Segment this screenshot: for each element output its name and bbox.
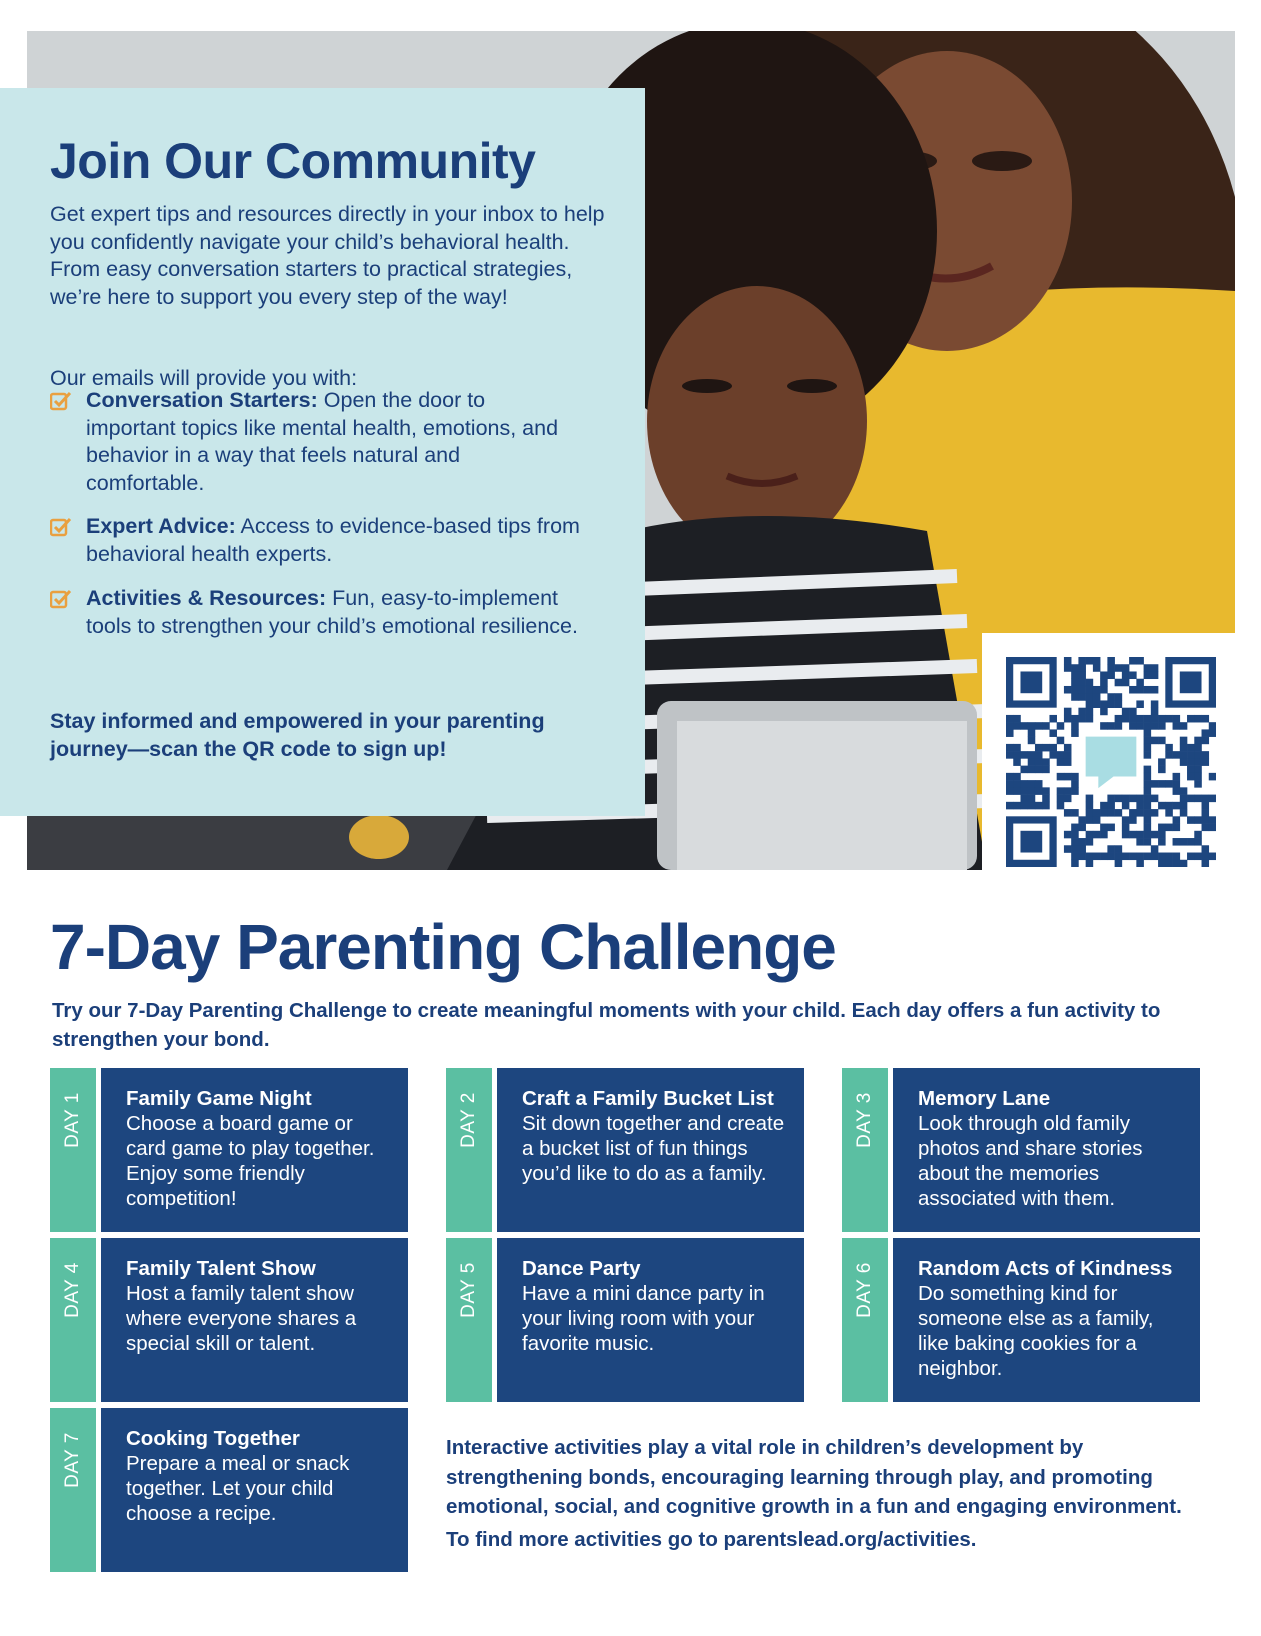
day-title: Random Acts of Kindness: [918, 1257, 1173, 1280]
day-title: Craft a Family Bucket List: [522, 1087, 774, 1110]
day-text: Sit down together and create a bucket list of fun things you’d like to do as a family.: [522, 1112, 785, 1185]
benefit-item: [50, 513, 580, 568]
day-text: Look through old family photos and share stories about the memories associated with them.: [918, 1112, 1143, 1210]
qr-code[interactable]: [1006, 657, 1216, 867]
benefit-text: Access to evidence-based tips from behavioral health experts.: [86, 514, 580, 566]
benefit-title: Expert Advice:: [86, 514, 236, 538]
day-title: Cooking Together: [126, 1427, 300, 1450]
join-title: Join Our Community: [50, 133, 536, 189]
more-prefix: To find more activities go to: [446, 1528, 724, 1551]
benefit-title: Activities & Resources:: [86, 586, 327, 610]
day-title: Family Game Night: [126, 1087, 312, 1110]
benefit-item: [50, 585, 580, 640]
qr-code-box[interactable]: [982, 633, 1236, 870]
day-text: Choose a board game or card game to play together. Enjoy some friendly competition!: [126, 1112, 375, 1210]
day-card: [842, 1068, 1200, 1232]
activities-link[interactable]: parentslead.org/activities.: [723, 1528, 977, 1551]
day-tab: [50, 1408, 96, 1572]
day-card: [50, 1068, 408, 1232]
day-card: [446, 1238, 804, 1402]
day-card: [50, 1408, 408, 1572]
day-label: DAY 7: [62, 1432, 83, 1488]
challenge-intro: Try our 7-Day Parenting Challenge to create meaningful moments with your child. Each day offers a fun activity to strengthen your bond.: [52, 999, 1161, 1051]
day-label: DAY 3: [854, 1092, 875, 1148]
day-text: Have a mini dance party in your living room with your favorite music.: [522, 1282, 765, 1355]
day-text: Host a family talent show where everyone shares a special skill or talent.: [126, 1282, 357, 1355]
benefit-text: Open the door to important topics like mental health, emotions, and behavior in a way that feels natural and comfortable.: [86, 388, 559, 495]
join-cta: Stay informed and empowered in your parenting journey—scan the QR code to sign up!: [50, 709, 545, 761]
checkbox-check-icon: [50, 387, 86, 497]
day-label: DAY 5: [458, 1262, 479, 1318]
day-tab: [842, 1238, 888, 1402]
benefit-item: [50, 387, 580, 497]
day-card: [50, 1238, 408, 1402]
chat-bubble-icon: [1086, 737, 1137, 788]
day-tab: [50, 1068, 96, 1232]
more-activities: [446, 1528, 976, 1552]
day-tab: [50, 1238, 96, 1402]
challenge-title: 7-Day Parenting Challenge: [50, 911, 836, 983]
join-intro: Get expert tips and resources directly in your inbox to help you confidently navigate your child’s behavioral health. From easy conversation starters to practical strategies, we’re here to support you every step of the way!: [50, 202, 605, 309]
day-tab: [446, 1238, 492, 1402]
day-label: DAY 6: [854, 1262, 875, 1318]
day-title: Memory Lane: [918, 1087, 1051, 1110]
day-title: Dance Party: [522, 1257, 641, 1280]
checkbox-check-icon: [50, 585, 86, 640]
benefit-text: Fun, easy-to-implement tools to strengthen your child’s emotional resilience.: [86, 586, 578, 638]
day-text: Do something kind for someone else as a family, like baking cookies for a neighbor.: [918, 1282, 1154, 1380]
day-card: [842, 1238, 1200, 1402]
closing-paragraph: Interactive activities play a vital role in children’s development by strengthening bonds, encouraging learning through play, and promoting emotional, social, and cognitive growth in a fun and engaging environment.: [446, 1436, 1182, 1518]
day-tab: [446, 1068, 492, 1232]
day-label: DAY 4: [62, 1262, 83, 1318]
join-lead: Our emails will provide you with:: [50, 366, 358, 390]
checkbox-check-icon: [50, 513, 86, 568]
day-label: DAY 1: [62, 1092, 83, 1148]
day-label: DAY 2: [458, 1092, 479, 1148]
day-tab: [842, 1068, 888, 1232]
benefit-title: Conversation Starters:: [86, 388, 318, 412]
day-title: Family Talent Show: [126, 1257, 316, 1280]
day-card: [446, 1068, 804, 1232]
day-text: Prepare a meal or snack together. Let your child choose a recipe.: [126, 1452, 350, 1525]
